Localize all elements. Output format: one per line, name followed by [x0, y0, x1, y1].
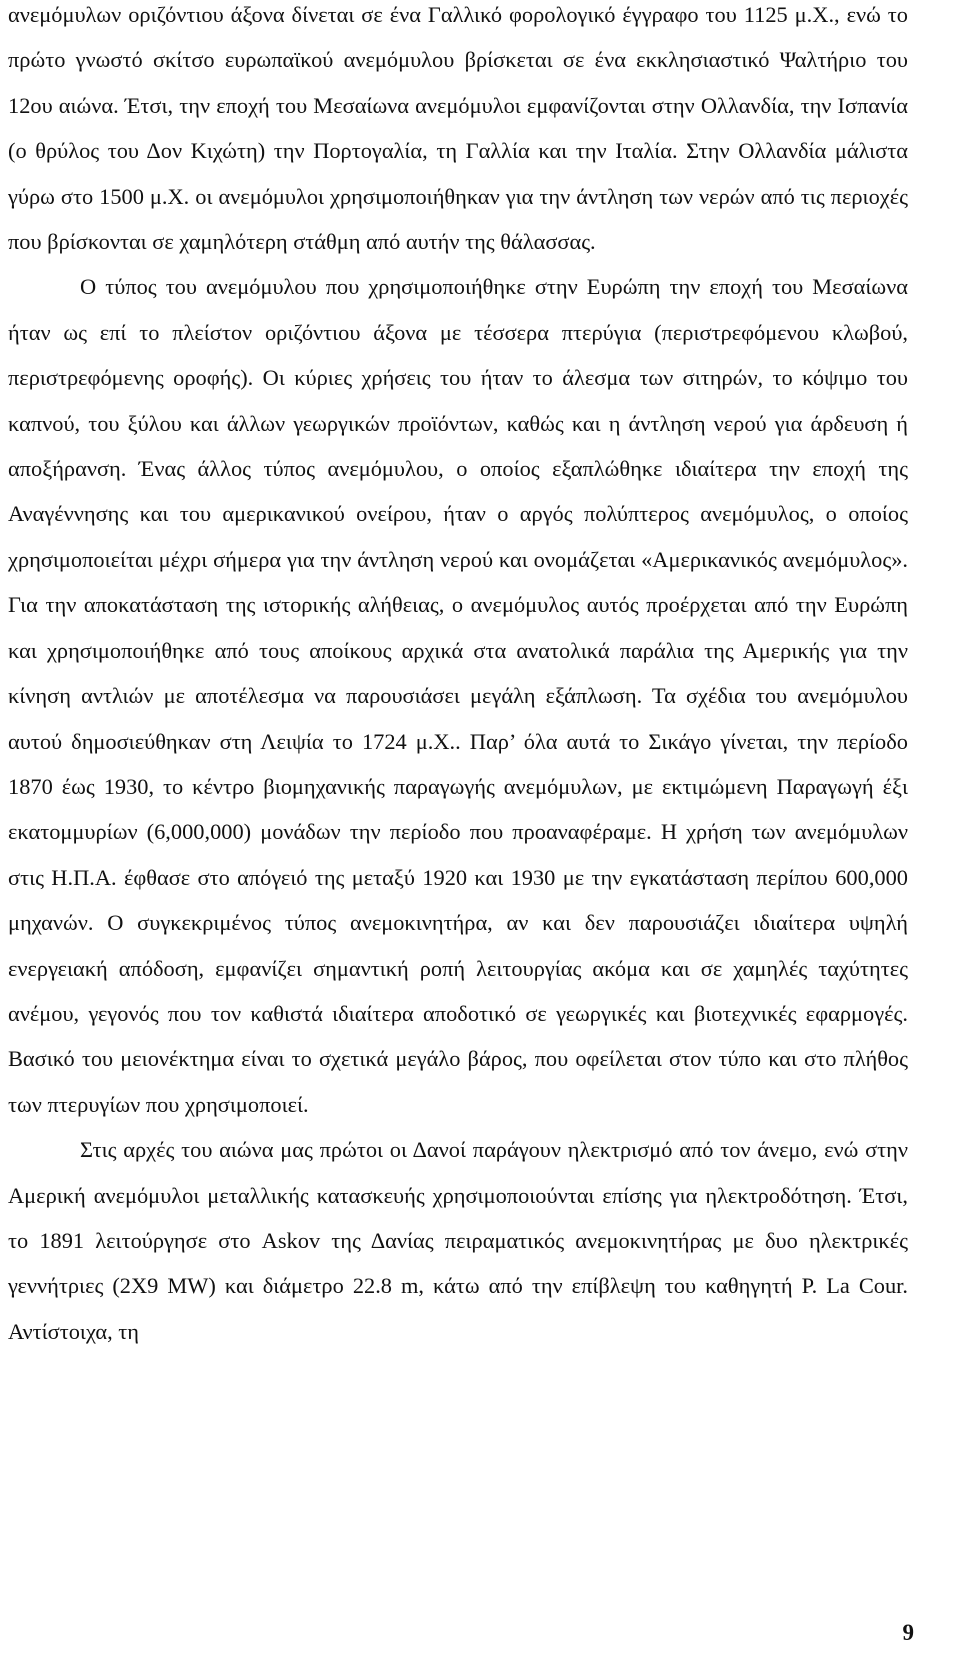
paragraph-2: Ο τύπος του ανεμόμυλου που χρησιμοποιήθηκε στην Ευρώπη την εποχή του Μεσαίωνα ήταν ως επί το πλείστον οριζόντιου άξονα με τέσσερα πτερύγια (περιστρεφόμενου κλωβού, περιστρεφόμενης οροφής). Οι κύριες χρήσεις του ήταν το άλεσμα των σιτηρών, το κόψιμο του καπνού, του ξύλου και άλλων γεωργικών προϊόντων, καθώς και η άντληση νερού για άρδευση ή αποξήρανση. Ένας άλλος τύπος ανεμόμυλου, ο οποίος εξαπλώθηκε ιδιαίτερα την εποχή της Αναγέννησης και του αμερικανικού ονείρου, ήταν ο αργός πολύπτερος ανεμόμυλος, ο οποίος χρησιμοποιείται μέχρι σήμερα για την άντληση νερού και ονομάζεται «Αμερικανικός ανεμόμυλος». Για την αποκατάσταση της ιστορικής αλήθειας, ο ανεμόμυλος αυτός προέρχεται από την Ευρώπη και χρησιμοποιήθηκε από τους αποίκους αρχικά στα ανατολικά παράλια της Αμερικής για την κίνηση αντλιών με αποτέλεσμα να παρουσιάσει μεγάλη εξάπλωση. Τα σχέδια του ανεμόμυλου αυτού δημοσιεύθηκαν στη Λειψία το 1724 μ.Χ.. Παρ’ όλα αυτά το Σικάγο γίνεται, την περίοδο 1870 έως 1930, το κέντρο βιομηχανικής παραγωγής ανεμόμυλων, με εκτιμώμενη Παραγωγή έξι εκατομμυρίων (6,000,000) μονάδων την περίοδο που προαναφέραμε. Η χρήση των ανεμόμυλων στις Η.Π.Α. έφθασε στο απόγειό της μεταξύ 1920 και 1930 με την εγκατάσταση περίπου 600,000 μηχανών. Ο συγκεκριμένος τύπος ανεμοκινητήρα, αν και δεν παρουσιάζει ιδιαίτερα υψηλή ενεργειακή απόδοση, εμφανίζει σημαντική ροπή λειτουργίας ακόμα και σε χαμηλές ταχύτητες ανέμου, γεγονός που τον καθιστά ιδιαίτερα αποδοτικό σε γεωργικές και βιοτεχνικές εφαρμογές. Βασικό του μειονέκτημα είναι το σχετικά μεγάλο βάρος, που οφείλεται στον τύπο και στο πλήθος των πτερυγίων που χρησιμοποιεί.: [8, 274, 908, 1117]
page-number: 9: [902, 1620, 914, 1645]
paragraph-3: Στις αρχές του αιώνα μας πρώτοι οι Δανοί παράγουν ηλεκτρισμό από τον άνεμο, ενώ στην Αμερική ανεμόμυλοι μεταλλικής κατασκευής χρησιμοποιούνται επίσης για ηλεκτροδότηση. Έτσι, το 1891 λειτούργησε στο Askov της Δανίας πειραματικός ανεμοκινητήρας με δυο ηλεκτρικές γεννήτριες (2Χ9 MW) και διάμετρο 22.8 m, κάτω από την επίβλεψη του καθηγητή P. La Cour. Αντίστοιχα, τη: [8, 1137, 908, 1344]
paragraph-1: ανεμόμυλων οριζόντιου άξονα δίνεται σε ένα Γαλλικό φορολογικό έγγραφο του 1125 μ.Χ., ενώ το πρώτο γνωστό σκίτσο ευρωπαϊκού ανεμόμυλου βρίσκεται σε ένα εκκλησιαστικό Ψαλτήριο του 12ου αιώνα. Έτσι, την εποχή του Μεσαίωνα ανεμόμυλοι εμφανίζονται στην Ολλανδία, την Ισπανία (ο θρύλος του Δον Κιχώτη) την Πορτογαλία, τη Γαλλία και την Ιταλία. Στην Ολλανδία μάλιστα γύρω στο 1500 μ.Χ. οι ανεμόμυλοι χρησιμοποιήθηκαν για την άντληση των νερών από τις περιοχές που βρίσκονται σε χαμηλότερη στάθμη από αυτήν της θάλασσας.: [8, 2, 908, 255]
body-text: [8, 0, 908, 1354]
